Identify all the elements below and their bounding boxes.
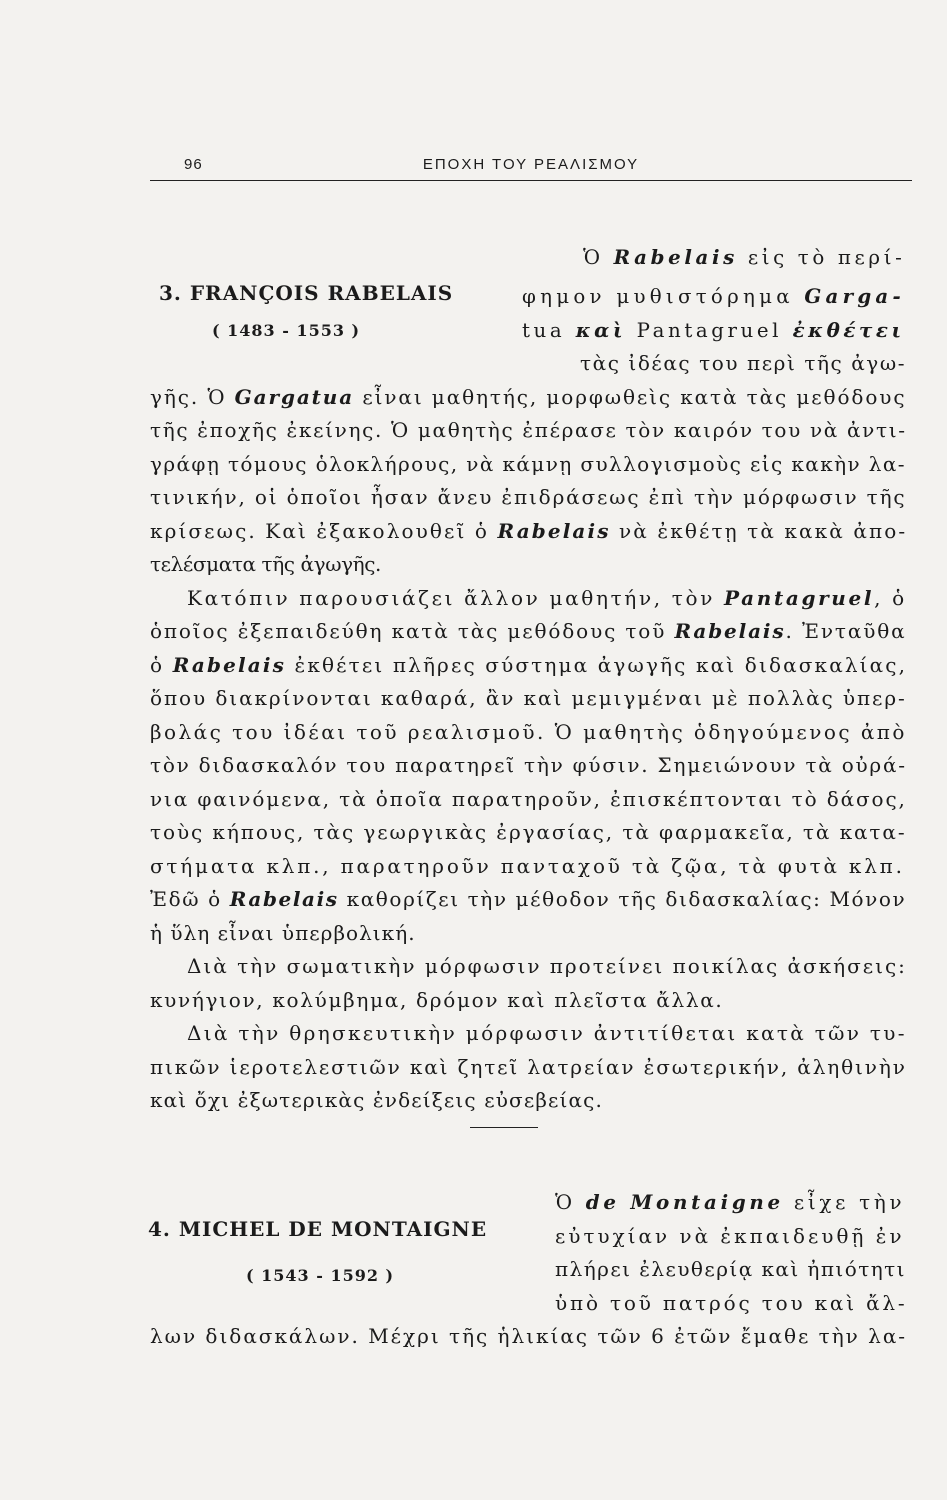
page-number: 96	[184, 156, 203, 173]
text-line	[555, 1192, 905, 1212]
text-line	[150, 889, 906, 909]
text-line	[187, 1023, 907, 1043]
section-separator	[470, 1127, 538, 1128]
italic-name: Rabelais	[674, 619, 786, 643]
running-header	[150, 156, 912, 181]
text-line	[150, 856, 905, 876]
text-line	[150, 990, 723, 1010]
text-run: κυνήγιον, κολύμβημα, δρόμον καὶ πλεῖστα ἄλλα.	[150, 988, 724, 1012]
text-line	[150, 454, 906, 474]
section-dates: ( 1483 - 1553 )	[212, 321, 361, 340]
section-title: 3. FRANÇOIS RABELAIS	[159, 281, 454, 305]
text-run: ἡ ὕλη εἶναι ὑπερβολική.	[150, 921, 416, 945]
text-line	[150, 554, 381, 574]
italic-name: de Montaigne	[585, 1190, 784, 1214]
text-line	[522, 320, 905, 340]
text-line	[150, 1057, 907, 1077]
italic-name: Garga-	[804, 284, 905, 308]
text-run: Ἐδῶ ὁ	[150, 887, 230, 911]
italic-name: Rabelais	[613, 245, 738, 269]
text-run: ὅπου διακρίνονται καθαρά, ἂν καὶ μεμιγμέναι μὲ πολλὰς ὑπερ-	[150, 686, 907, 710]
text-run: Pantagruel	[636, 318, 783, 342]
text-line	[150, 387, 906, 407]
text-line	[150, 688, 907, 708]
italic-name: ἐκθέτει	[782, 318, 905, 342]
text-run: Διὰ τὴν σωματικὴν μόρφωσιν προτείνει ποικίλας ἀσκήσεις:	[187, 954, 907, 978]
text-line	[187, 956, 907, 976]
text-run: τελέσματα τῆς ἀγωγῆς.	[150, 552, 382, 576]
text-run: κρίσεως. Καὶ ἐξακολουθεῖ ὁ	[150, 519, 498, 543]
text-line	[555, 1259, 906, 1279]
text-run: πλήρει ἐλευθερίᾳ καὶ ἠπιότητι	[555, 1257, 906, 1281]
text-run: εἶναι μαθητής, μορφωθεὶς κατὰ τὰς μεθόδους	[354, 385, 907, 409]
text-line	[583, 247, 905, 267]
text-run: εἰς τὸ περί-	[737, 245, 906, 269]
text-run: τῆς ἐποχῆς ἐκείνης. Ὁ μαθητὴς ἐπέρασε τὸν καιρόν του νὰ ἀντι-	[150, 418, 907, 442]
text-run: καὶ ὄχι ἐξωτερικὰς ἐνδείξεις εὐσεβείας.	[150, 1088, 604, 1112]
italic-name: Rabelais	[229, 887, 339, 911]
italic-name: Gargatua	[234, 385, 355, 409]
text-line	[150, 621, 906, 641]
text-run: γῆς. Ὁ	[150, 385, 235, 409]
text-run: ὁποῖος ἐξεπαιδεύθη κατὰ τὰς μεθόδους τοῦ	[150, 619, 675, 643]
text-run: tua	[522, 318, 566, 342]
text-run: Κατόπιν παρουσιάζει ἄλλον μαθητήν, τὸν	[187, 586, 725, 610]
text-run: ἐκθέτει πλῆρες σύστημα ἀγωγῆς καὶ διδασκαλίας,	[285, 653, 908, 677]
text-run: φημον μυθιστόρημα	[522, 284, 805, 308]
text-run: ὁ	[150, 653, 173, 677]
text-run: λων διδασκάλων. Μέχρι τῆς ἡλικίας τῶν 6 ἐτῶν ἔμαθε τὴν λα-	[150, 1324, 908, 1348]
section-dates: ( 1543 - 1592 )	[246, 1266, 395, 1285]
text-run: τὰς ἰδέας του περὶ τῆς ἀγω-	[580, 351, 907, 375]
text-run: Ὁ	[583, 245, 614, 269]
text-line	[150, 822, 907, 842]
text-run: εἶχε τὴν	[783, 1190, 906, 1214]
text-run: τοὺς κήπους, τὰς γεωργικὰς ἐργασίας, τὰ φαρμακεῖα, τὰ κατα-	[150, 820, 907, 844]
text-line	[150, 420, 907, 440]
text-run: , ὁ	[874, 586, 907, 610]
text-run: νια φαινόμενα, τὰ ὁποῖα παρατηροῦν, ἐπισκέπτονται τὸ δάσος,	[150, 787, 907, 811]
text-run: πικῶν ἱεροτελεστιῶν καὶ ζητεῖ λατρείαν ἐσωτερικήν, ἀληθινὴν	[150, 1055, 907, 1079]
text-run: Ὁ	[555, 1190, 586, 1214]
text-run: . Ἐνταῦθα	[785, 619, 907, 643]
text-run: νὰ ἐκθέτῃ τὰ κακὰ ἀπο-	[610, 519, 908, 543]
text-run: καθορίζει τὴν μέθοδον τῆς διδασκαλίας: Μόνον	[338, 887, 907, 911]
text-run: τινικήν, οἱ ὁποῖοι ἦσαν ἄνευ ἐπιδράσεως ἐπὶ τὴν μόρφωσιν τῆς	[150, 485, 907, 509]
text-line	[555, 1226, 905, 1246]
text-run: βολάς του ἰδέαι τοῦ ρεαλισμοῦ. Ὁ μαθητὴς ὁδηγούμενος ἀπὸ	[150, 720, 907, 744]
text-line	[150, 487, 906, 507]
text-line	[150, 755, 907, 775]
text-run: γράφῃ τόμους ὁλοκλήρους, νὰ κάμνῃ συλλογισμοὺς εἰς κακὴν λα-	[150, 452, 906, 476]
text-line	[150, 521, 907, 541]
text-run: στήματα κλπ., παρατηροῦν πανταχοῦ τὰ ζῷα, τὰ φυτὰ κλπ.	[150, 854, 905, 878]
italic-name: Rabelais	[172, 653, 286, 677]
italic-name: Rabelais	[497, 519, 611, 543]
text-line	[150, 1326, 907, 1346]
text-run: Διὰ τὴν θρησκευτικὴν μόρφωσιν ἀντιτίθεται κατὰ τῶν τυ-	[187, 1021, 907, 1045]
text-run: εὐτυχίαν νὰ ἐκπαιδευθῇ ἐν	[555, 1224, 905, 1248]
text-line	[150, 789, 907, 809]
italic-name: Pantagruel	[724, 586, 875, 610]
text-line	[580, 353, 906, 373]
text-line	[150, 1090, 603, 1110]
text-run: ὑπὸ τοῦ πατρός του καὶ ἄλ-	[555, 1291, 908, 1315]
text-run: τὸν διδασκαλόν του παρατηρεῖ τὴν φύσιν. Σημειώνουν τὰ οὐρά-	[150, 753, 907, 777]
italic-name: καὶ	[565, 318, 637, 342]
text-line	[150, 923, 416, 943]
section-title: 4. MICHEL DE MONTAIGNE	[148, 1217, 488, 1241]
text-line	[150, 655, 907, 675]
text-line	[555, 1293, 907, 1313]
text-line	[187, 588, 907, 608]
text-line	[150, 722, 907, 742]
text-line	[522, 286, 905, 306]
running-title: ΕΠΟΧΗ ΤΟΥ ΡΕΑΛΙΣΜΟΥ	[422, 156, 640, 173]
